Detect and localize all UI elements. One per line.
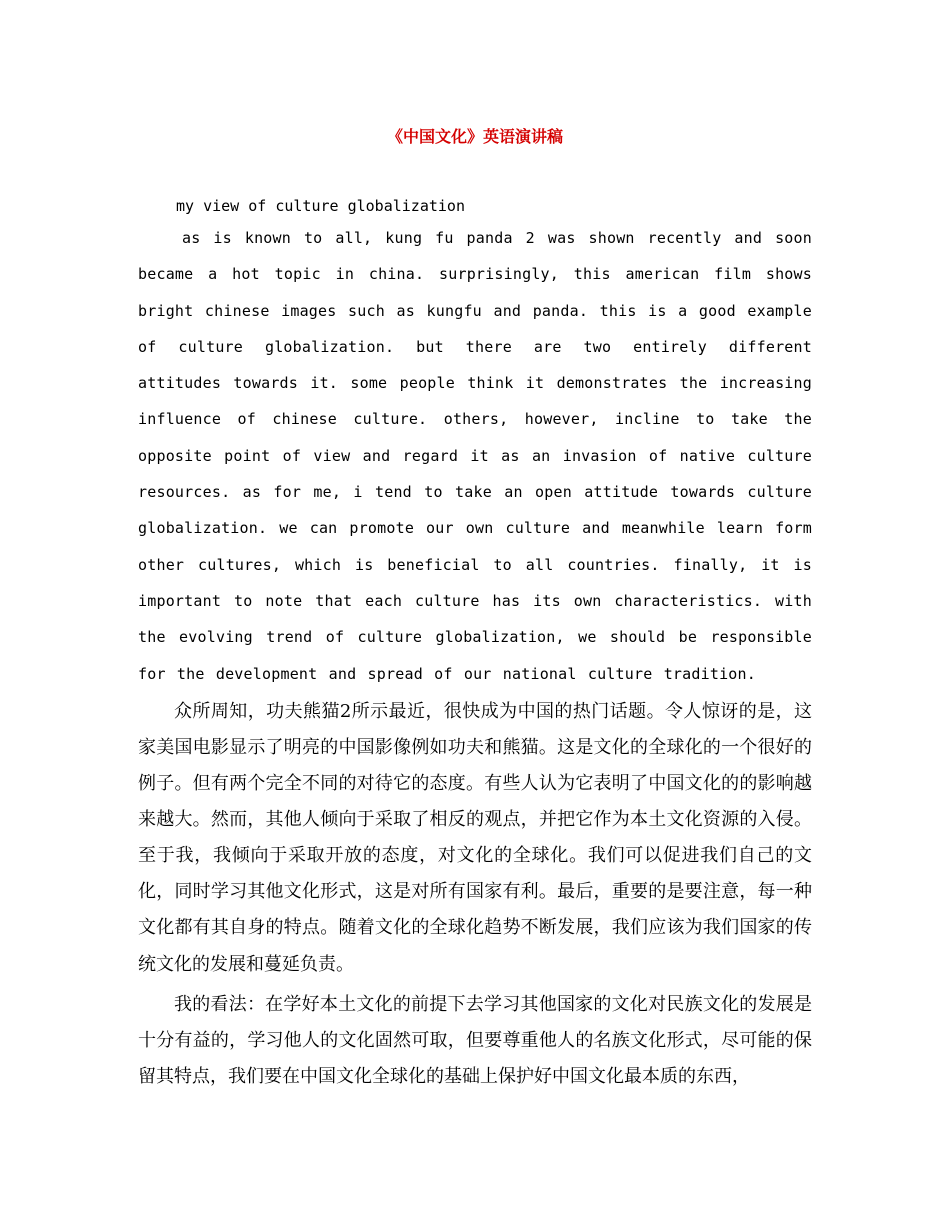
chinese-paragraph-translation: 众所周知，功夫熊猫2所示最近，很快成为中国的热门话题。令人惊讶的是，这家美国电影显示了明亮的中国影像例如功夫和熊猫。这是文化的全球化的一个很好的例子。但有两个完全不同的对待它的态度。有些人认为它表明了中国文化的的影响越来越大。然而，其他人倾向于采取了相反的观点，并把它作为本土文化资源的入侵。至于我，我倾向于采取开放的态度，对文化的全球化。我们可以促进我们自己的文化，同时学习其他文化形式，这是对所有国家有利。最后，重要的是要注意，每一种文化都有其自身的特点。随着文化的全球化趋势不断发展，我们应该为我们国家的传统文化的发展和蔓延负责。 <box>138 700 812 975</box>
document-title: 《中国文化》英语演讲稿 <box>386 127 563 146</box>
english-heading: my view of culture globalization <box>176 197 465 215</box>
english-paragraph: as is known to all, kung fu panda 2 was shown recently and soon became a hot topic in china. surprisingly, this american film shows bright chinese images such as kungfu and panda. this is a good example of culture globalization. but there are two entirely different attitudes towards it. some people think it demonstrates the increasing influence of chinese culture. others, however, incline to take the opposite point of view and regard it as an invasion of native culture resources. as for me, i tend to take an open attitude towards culture globalization. we can promote our own culture and meanwhile learn form other cultures, which is beneficial to all countries. finally, it is important to note that each culture has its own characteristics. with the evolving trend of culture globalization, we should be responsible for the development and spread of our national culture tradition. <box>138 229 812 683</box>
chinese-paragraph-opinion: 我的看法：在学好本土文化的前提下去学习其他国家的文化对民族文化的发展是十分有益的，学习他人的文化固然可取，但要尊重他人的名族文化形式，尽可能的保留其特点，我们要在中国文化全球化的基础上保护好中国文化最本质的东西， <box>138 993 812 1087</box>
document-body <box>138 192 812 1095</box>
